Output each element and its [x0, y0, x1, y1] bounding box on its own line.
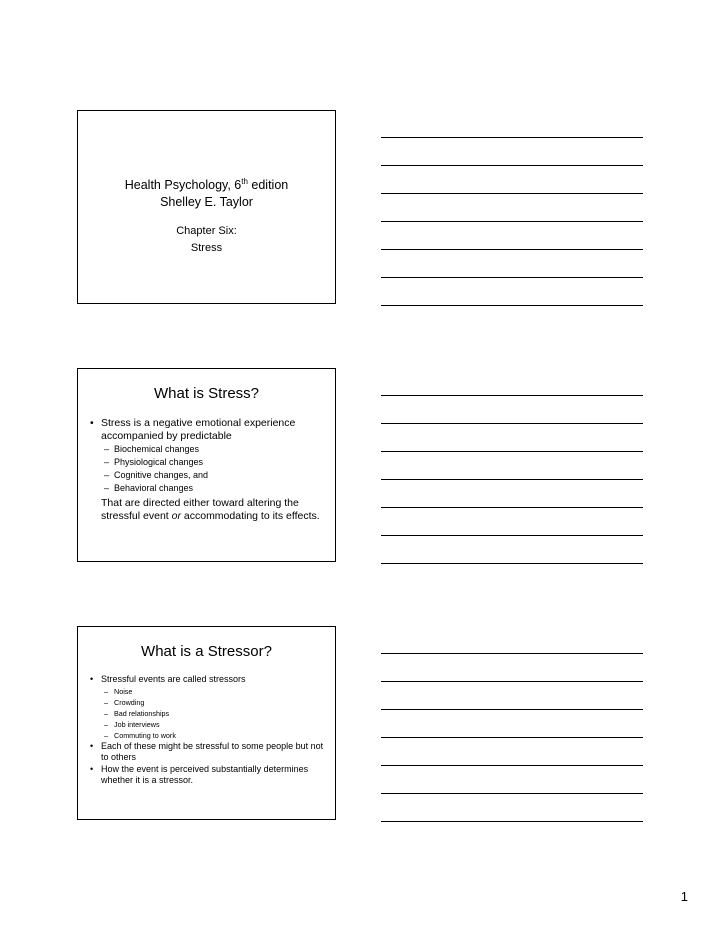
note-line [381, 563, 643, 564]
note-line [381, 507, 643, 508]
note-line [381, 277, 643, 278]
bullet-item: • Stressful events are called stressors [90, 674, 325, 686]
page-number: 1 [680, 889, 688, 904]
chapter-label: Chapter Six: [176, 225, 237, 237]
sub-item: – Cognitive changes, and [90, 469, 325, 482]
note-line [381, 451, 643, 452]
note-line [381, 165, 643, 166]
sub-item: – Physiological changes [90, 456, 325, 469]
note-line [381, 681, 643, 682]
note-line [381, 249, 643, 250]
note-line [381, 137, 643, 138]
title-text: Health Psychology, 6 [124, 178, 242, 192]
slide-2-body [90, 417, 325, 523]
bullet-item: • Each of these might be stressful to some people but not to others [90, 741, 325, 764]
title-author: Shelley E. Taylor [160, 195, 253, 209]
title-edition: edition [247, 178, 289, 192]
note-line [381, 821, 643, 822]
note-line [381, 305, 643, 306]
note-line [381, 793, 643, 794]
bullet-item: • Stress is a negative emotional experience accompanied by predictable [90, 417, 325, 443]
sub-item: – Commuting to work [90, 730, 325, 741]
slide-3 [77, 626, 336, 820]
sub-item: – Crowding [90, 697, 325, 708]
slide-2-heading: What is Stress? [153, 385, 260, 402]
note-line [381, 423, 643, 424]
slide-3-heading: What is a Stressor? [141, 643, 272, 660]
note-line [381, 765, 643, 766]
note-line [381, 653, 643, 654]
emphasis-or: or [171, 510, 181, 522]
continuation-text: That are directed either toward altering the stressful event or accommodating to its effects. [101, 497, 320, 522]
slide-3-body [90, 674, 325, 787]
note-line [381, 193, 643, 194]
sub-item: – Bad relationships [90, 708, 325, 719]
bullet-item: • How the event is perceived substantially determines whether it is a stressor. [90, 764, 325, 787]
note-line [381, 395, 643, 396]
slide-1-subtitle [78, 223, 335, 257]
title-superscript: th [241, 177, 248, 186]
slide-1-title [78, 177, 335, 211]
note-line [381, 709, 643, 710]
sub-item: – Noise [90, 686, 325, 697]
note-line [381, 221, 643, 222]
slide-1 [77, 110, 336, 304]
sub-item: – Biochemical changes [90, 443, 325, 456]
chapter-topic: Stress [190, 242, 223, 254]
note-line [381, 479, 643, 480]
note-line [381, 535, 643, 536]
sub-item: – Behavioral changes [90, 482, 325, 495]
slide-2 [77, 368, 336, 562]
sub-item: – Job interviews [90, 719, 325, 730]
note-line [381, 737, 643, 738]
